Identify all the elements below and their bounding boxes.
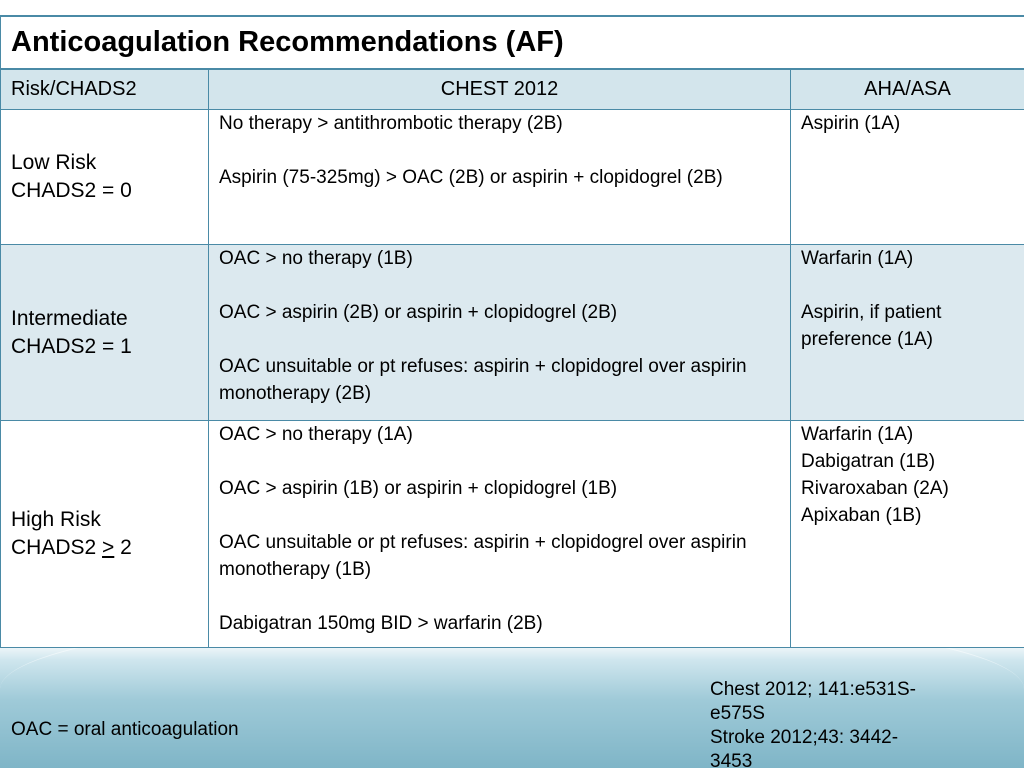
recommendation: Warfarin (1A) xyxy=(801,421,1014,448)
recommendation: No therapy > antithrombotic therapy (2B) xyxy=(219,110,780,137)
recommendation: OAC unsuitable or pt refuses: aspirin + clopidogrel over aspirin monotherapy (2B) xyxy=(219,353,780,407)
chest-cell xyxy=(209,245,791,421)
recommendation: Aspirin (75-325mg) > OAC (2B) or aspirin + clopidogrel (2B) xyxy=(219,164,780,191)
recommendation: Dabigatran 150mg BID > warfarin (2B) xyxy=(219,610,780,637)
chest-cell xyxy=(209,421,791,648)
chads-label: CHADS2 xyxy=(11,536,102,559)
recommendation: Rivaroxaban (2A) xyxy=(801,475,1014,502)
reference: Chest 2012; 141:e531S-e575S xyxy=(710,678,940,726)
recommendation: Dabigatran (1B) xyxy=(801,448,1014,475)
recommendation: Apixaban (1B) xyxy=(801,502,1014,529)
recommendation: Aspirin (1A) xyxy=(801,110,1014,137)
recommendation: Warfarin (1A) xyxy=(801,245,1014,272)
aha-cell xyxy=(791,421,1024,648)
chads-value: 2 xyxy=(114,536,132,559)
risk-cell xyxy=(1,110,209,245)
chads-score xyxy=(11,534,198,562)
risk-label: Low Risk xyxy=(11,149,198,177)
recommendations-table xyxy=(0,15,1024,648)
recommendation: OAC > aspirin (1B) or aspirin + clopidogrel (1B) xyxy=(219,475,780,502)
table-row-low-risk xyxy=(1,110,1024,245)
aha-cell xyxy=(791,245,1024,421)
header-chest: CHEST 2012 xyxy=(209,69,791,110)
risk-label: High Risk xyxy=(11,506,198,534)
risk-label: Intermediate xyxy=(11,305,198,333)
chest-cell xyxy=(209,110,791,245)
chads-score: CHADS2 = 0 xyxy=(11,177,198,205)
header-aha: AHA/ASA xyxy=(791,69,1024,110)
recommendation: OAC > no therapy (1B) xyxy=(219,245,780,272)
slide-title: Anticoagulation Recommendations (AF) xyxy=(1,16,1024,69)
header-risk: Risk/CHADS2 xyxy=(1,69,209,110)
recommendation: OAC > no therapy (1A) xyxy=(219,421,780,448)
chads-score: CHADS2 = 1 xyxy=(11,333,198,361)
risk-cell xyxy=(1,245,209,421)
references xyxy=(710,678,940,774)
footnote: OAC = oral anticoagulation xyxy=(11,718,239,742)
header-row xyxy=(1,69,1024,110)
table-row-intermediate xyxy=(1,245,1024,421)
gte-symbol: > xyxy=(102,536,114,559)
risk-cell xyxy=(1,421,209,648)
reference: Stroke 2012;43: 3442-3453 xyxy=(710,726,940,774)
table-row-high-risk xyxy=(1,421,1024,648)
recommendation: OAC > aspirin (2B) or aspirin + clopidogrel (2B) xyxy=(219,299,780,326)
aha-cell xyxy=(791,110,1024,245)
recommendation: Aspirin, if patient preference (1A) xyxy=(801,299,1014,353)
recommendation: OAC unsuitable or pt refuses: aspirin + clopidogrel over aspirin monotherapy (1B) xyxy=(219,529,780,583)
